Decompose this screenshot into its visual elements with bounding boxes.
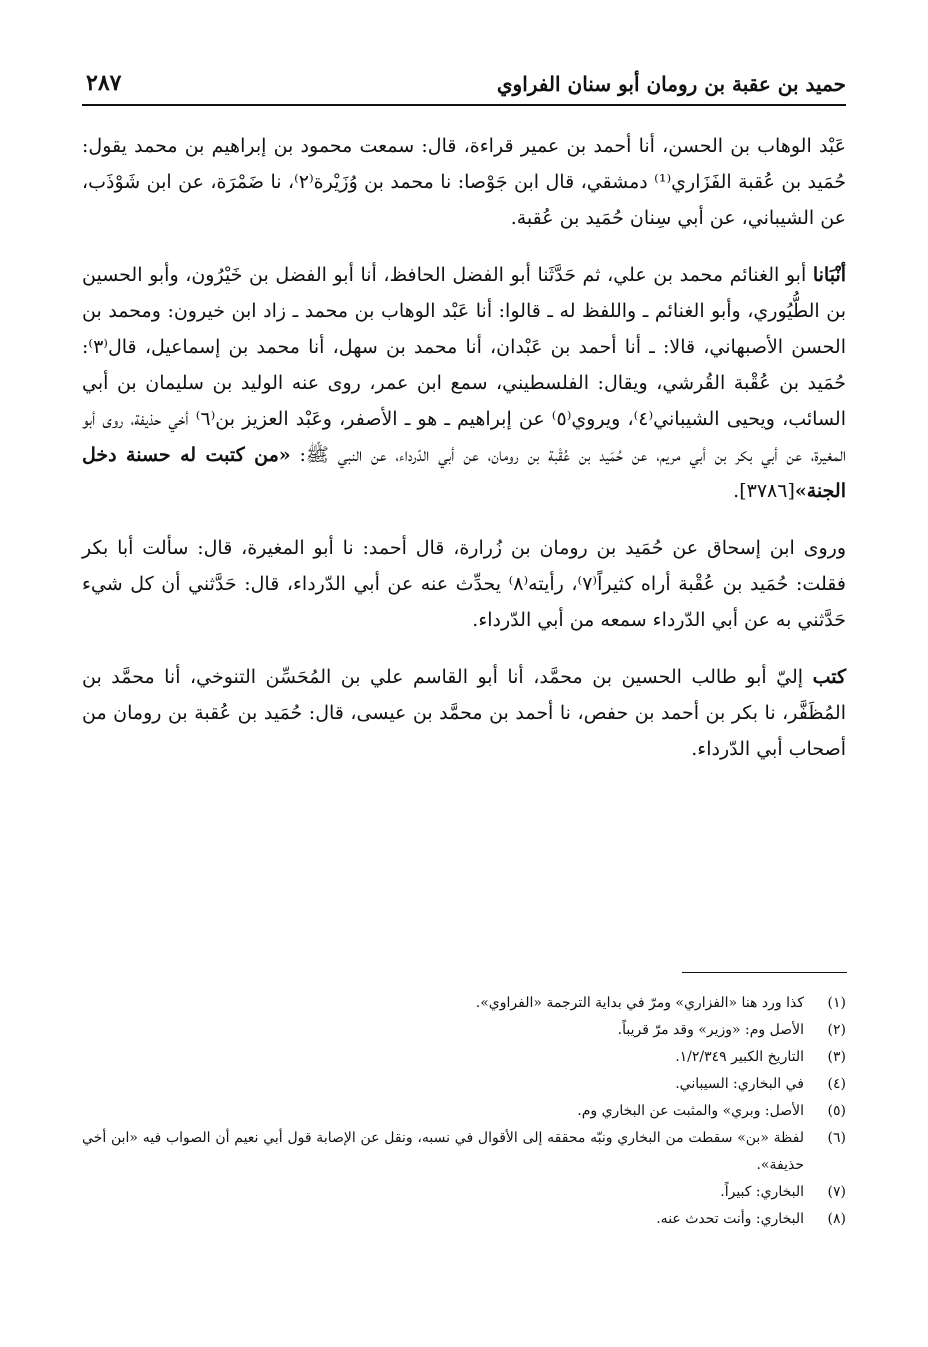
footnote	[82, 1206, 846, 1233]
footnote	[82, 1125, 846, 1179]
paragraph	[82, 530, 846, 638]
paragraph	[82, 128, 846, 236]
footnote-number: (٤)	[827, 1076, 846, 1092]
paragraph	[82, 257, 846, 509]
footnote-number: (٢)	[827, 1022, 846, 1038]
footnote-number: (٨)	[827, 1211, 846, 1227]
footnote-number: (٧)	[827, 1184, 846, 1200]
paragraph-text: عَبْد الوهاب بن الحسن، أنا أحمد بن عمير قراءة، قال: سمعت محمود بن إبراهيم بن محمد يقول: حُمَيد بن عُقبة الفَزَاري⁽¹⁾ دمشقي، قال ابن جَوْصا: نا محمد بن وُزَيْرة⁽٢⁾، نا ضَمْرَة، عن ابن شَوْذَب، عن الشيباني، عن أبي سِنان حُمَيد بن عُقبة.	[82, 135, 846, 229]
paragraph-text: إليّ أبو طالب الحسين بن محمَّد، أنا أبو القاسم علي بن المُحَسِّن التنوخي، أنا محمَّد بن المُظَفَّر، نا بكر بن أحمد بن حفص، نا أحمد بن محمَّد بن عيسى، قال: حُمَيد بن عُقبة بن رومان من أصحاب أبي الدّرداء.	[82, 666, 846, 760]
footnote-text: التاريخ الكبير ١/٢/٣٤٩.	[675, 1049, 804, 1065]
footnote-text: البخاري: وأنت تحدث عنه.	[656, 1211, 804, 1227]
page-header	[78, 68, 846, 104]
hadith-quote: «من كتبت له حسنة دخل الجنة»	[82, 444, 846, 502]
header-rule	[82, 104, 846, 106]
paragraph	[82, 659, 846, 767]
running-title: حميد بن عقبة بن رومان أبو سنان الفراوي	[496, 72, 846, 96]
footnote	[82, 990, 846, 1017]
footnote	[82, 1179, 846, 1206]
paragraph-lead: كتب	[812, 666, 846, 688]
page-number: ٢٨٧	[86, 70, 122, 96]
footnote-text: الأصل: وبري» والمثبت عن البخاري وم.	[577, 1103, 804, 1119]
footnote	[82, 1098, 846, 1125]
paragraph-text: وروى ابن إسحاق عن حُمَيد بن رومان بن زُرارة، قال أحمد: نا أبو المغيرة، قال: سألت أبا بكر فقلت: حُمَيد بن عُقْبة أراه كثيراً⁽٧⁾، رأيته⁽٨⁾ يحدِّث عنه عن أبي الدّرداء، قال: حَدَّثني أن كل شيء حَدَّثني به عن أبي الدّرداء سمعه من أبي الدّرداء.	[82, 537, 846, 631]
footnote-text: البخاري: كبيراً.	[720, 1184, 804, 1200]
footnote-number: (٦)	[827, 1130, 846, 1146]
footnote-number: (٥)	[827, 1103, 846, 1119]
paragraph-lead: أنْبَانا	[812, 264, 846, 286]
paragraph-text: أبو الغنائم محمد بن علي، ثم حَدَّثَنا أبو الفضل الحافظ، أنا أبو الفضل بن خَيْرُون، وأبو الحسين بن الطُّيُوري، وأبو الغنائم ـ واللفظ له ـ قالوا: أنا عَبْد الوهاب بن محمد ـ زاد ابن خيرون: ومحمد بن الحسن الأصبهاني، قالا: ـ أنا أحمد بن عَبْدان، أنا محمد بن سهل، أنا محمد بن إسماعيل، قال⁽٣⁾: حُمَيد بن عُقْبة القُرشي، ويقال: الفلسطيني، سمع ابن عمر، روى عنه الوليد بن سليمان بن أبي السائب، ويحيى الشيباني⁽٤⁾، ويروي⁽٥⁾ عن إبراهيم ـ هو ـ الأصفر، وعَبْد العزيز بن⁽٦⁾ أخي حذيفة، روى أبو المغيرة، عن أبي بكر بن أبي مريم، عن حُمَيد بن عُقْبة بن رومان، عن أبي الدّرداء، عن النبي ﷺ:	[82, 264, 846, 466]
footnote-separator	[682, 972, 847, 973]
footnote-text: لفظة «بن» سقطت من البخاري ونبّه محققه إلى الأقوال في نسبه، ونقل عن الإصابة قول أبي نعيم أن الصواب فيه «ابن أخي حذيفة».	[82, 1130, 804, 1173]
footnote	[82, 1044, 846, 1071]
footnote-text: في البخاري: السيباني.	[675, 1076, 804, 1092]
footnote-number: (٣)	[827, 1049, 846, 1065]
reference-number: [٣٧٨٦].	[733, 480, 795, 502]
footnote-number: (١)	[827, 995, 846, 1011]
footnote-text: الأصل وم: «وزير» وقد مرّ قريباً.	[617, 1022, 804, 1038]
footnote	[82, 1017, 846, 1044]
footnote-text: كذا ورد هنا «الفزاري» ومرّ في بداية الترجمة «الفراوي».	[475, 995, 804, 1011]
main-text	[82, 128, 846, 788]
footnotes	[82, 990, 846, 1233]
footnote	[82, 1071, 846, 1098]
